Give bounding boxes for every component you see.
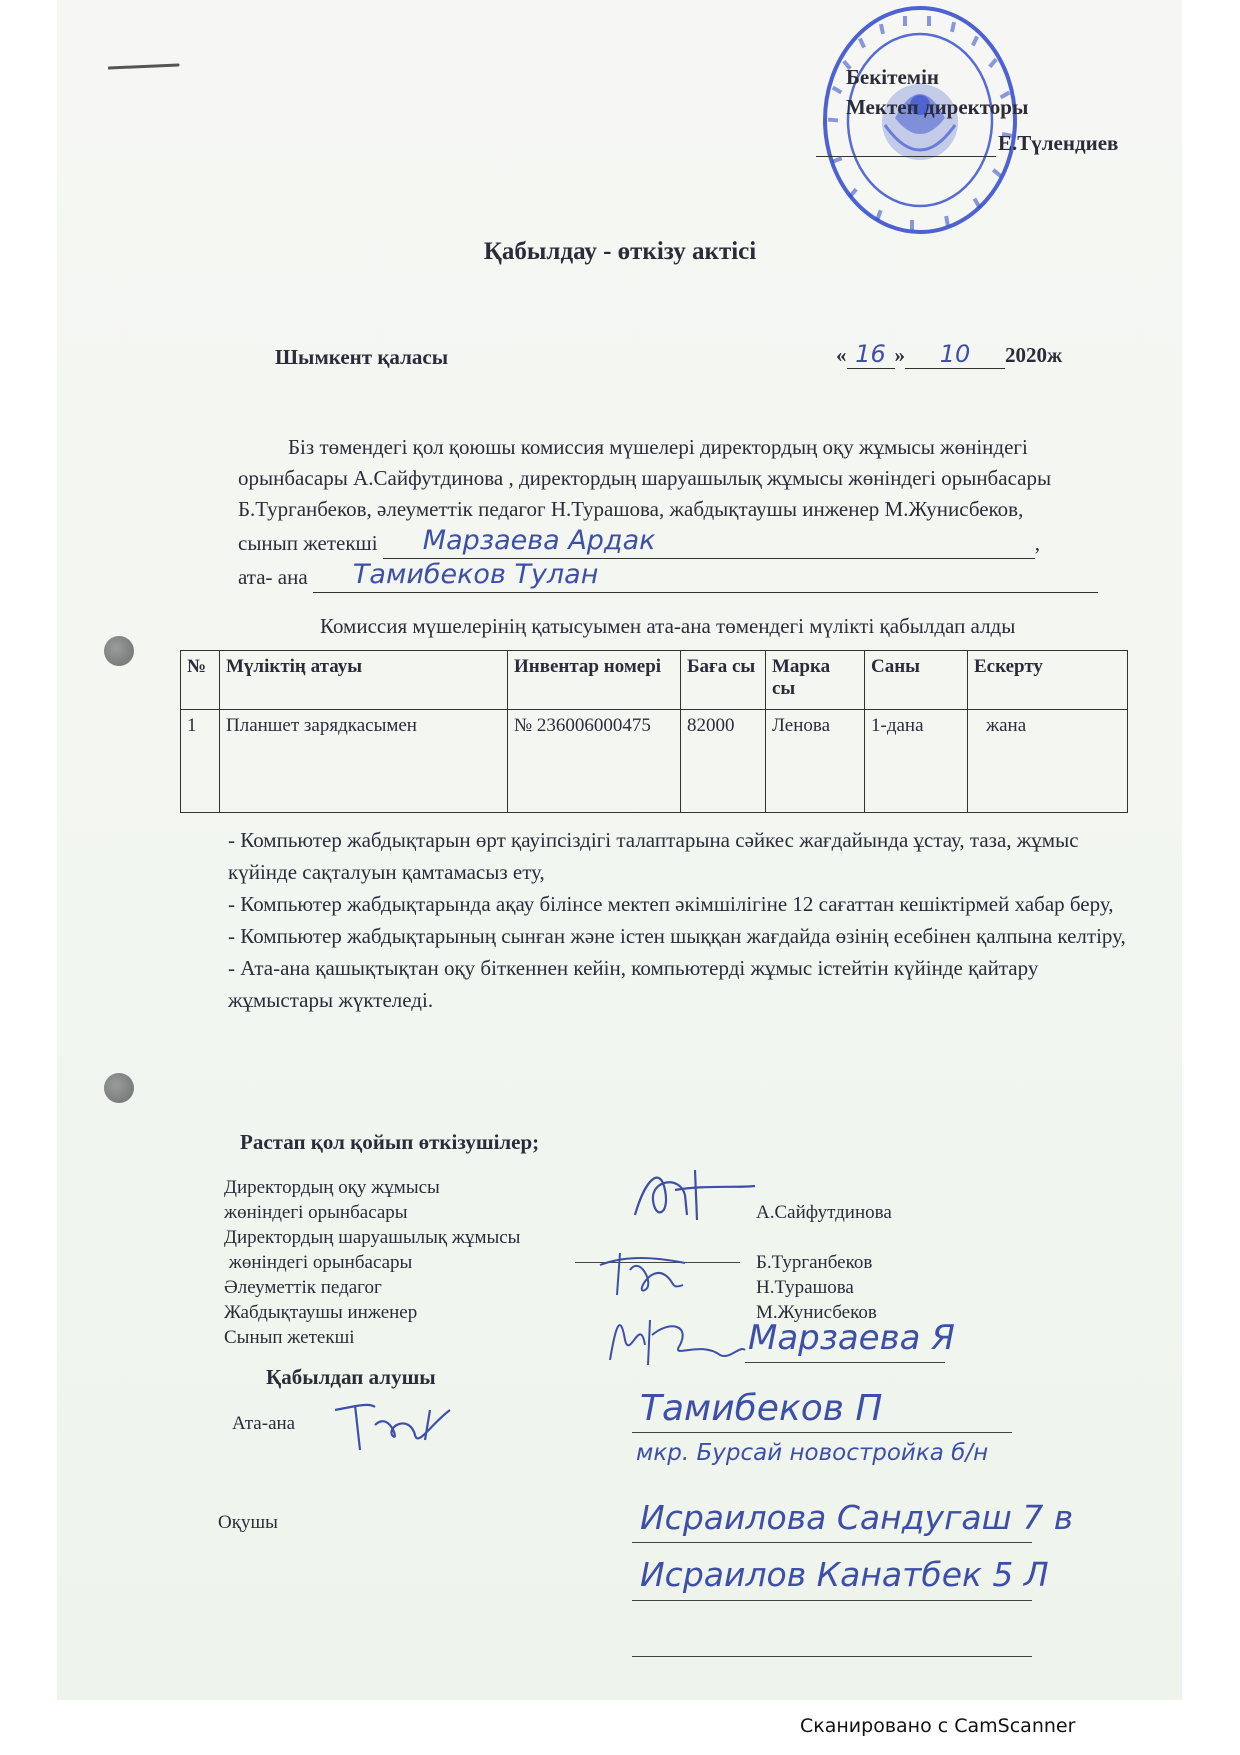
scanner-watermark: Сканировано с CamScanner [800,1715,1076,1737]
date-close-quote: » [894,343,905,367]
role-line: Жабдықтаушы инженер [224,1302,418,1323]
cell-quantity: 1-дана [865,710,968,813]
intro-section [238,432,1128,593]
col-item-name: Мүліктің атауы [220,651,508,710]
signer-name: М.Жунисбеков [756,1302,877,1323]
class-teacher-handwritten: Марзаева Ардак [422,525,656,556]
class-teacher-signature-line [745,1362,945,1363]
parent-name-handwritten: Тамибеков П [640,1388,883,1429]
obligation-item: - Компьютер жабдықтарында ақау білінсе мектеп әкімшілігіне 12 сағаттан кешіктірмей хабар беру, [228,892,1114,916]
approval-line-2: Мектеп директоры [846,95,1029,119]
student-handwritten-1: Исраилова Сандугаш 7 в [640,1498,1074,1537]
signature-turashova-junisbekov [600,1300,750,1370]
date-month: 10 [939,340,971,368]
commission-statement: Комиссия мүшелерінің қатысуымен ата-ана төмендегі мүлікті қабылдап алды [320,614,1016,638]
signer-name-spacer [756,1225,892,1250]
parent-handwritten: Тамибеков Тулан [352,559,599,590]
student-line-1 [632,1542,1032,1543]
date-day: 16 [855,340,886,368]
role-line: Әлеуметтік педагог [224,1277,382,1298]
address-handwritten: мкр. Бурсай новостройка б/н [636,1440,989,1466]
receiver-heading: Қабылдап алушы [266,1365,436,1389]
punch-hole-top [104,636,134,666]
col-inventory-number: Инвентар номері [508,651,681,710]
student-label: Оқушы [218,1512,278,1533]
obligations-list [228,824,1128,1016]
cell-item-name: Планшет зарядкасымен [220,710,508,813]
date-year: 2020ж [1005,343,1063,367]
class-teacher-label: сынып жетекші [238,531,378,555]
class-teacher-fill [383,525,1035,559]
approval-line-1: Бекітемін [846,65,940,89]
staple-mark [108,62,180,70]
cell-price: 82000 [681,710,766,813]
parent-name-line [632,1432,1012,1433]
class-teacher-row [238,525,1128,559]
obligation-item: - Ата-ана қашықтықтан оқу біткеннен кейін, компьютерді жұмыс істейтін күйінде қайтару жұмыстары жүктеледі. [228,956,1039,1012]
date-open-quote: « [836,343,847,367]
approval-signature-line [816,156,996,157]
table-row [181,710,1128,813]
table-header-row [181,651,1128,710]
signature-saifutdinova [625,1160,765,1230]
director-name: Е.Түлендиев [998,131,1119,155]
class-teacher-comma: , [1034,531,1041,555]
col-quantity: Саны [865,651,968,710]
class-teacher-signature: Марзаева Я [748,1318,955,1358]
signer-name: А.Сайфутдинова [756,1202,892,1223]
parent-fill [313,559,1098,593]
parent-label: Ата-ана [232,1413,296,1434]
signer-name: Н.Турашова [756,1277,854,1298]
cell-number: 1 [181,710,220,813]
col-brand: Марка сы [766,651,865,710]
cell-note: жана [968,710,1128,813]
signer-names [756,1200,892,1325]
document-title: Қабылдау - өткізу актісі [483,238,757,265]
col-price: Баға сы [681,651,766,710]
city-label: Шымкент қаласы [275,345,449,369]
role-line: Директордың шаруашылық жұмысы [224,1227,521,1248]
cell-brand: Ленова [766,710,865,813]
signature-turganbekov [595,1245,705,1300]
signer-roles [224,1175,520,1350]
approval-block [846,62,1119,155]
cell-inventory-number: № 236006000475 [508,710,681,813]
role-line: Сынып жетекші [224,1327,355,1348]
signers-heading: Растап қол қойып өткізушілер; [240,1130,540,1154]
assets-table [180,650,1128,813]
intro-text: Біз төмендегі қол қоюшы комиссия мүшелері директордың оқу жұмысы жөніндегі орынбасары А.Сайфутдинова , директордың шаруашылық жұмысы жөніндегі орынбасары Б.Турганбеков, әлеуметтік педагог Н.Турашова, жабдықтаушы инженер М.Жунисбеков, [238,435,1052,521]
signer-name: Б.Турганбеков [756,1252,873,1273]
intro-paragraph [238,432,1128,525]
student-line-2 [632,1600,1032,1601]
col-number: № [181,651,220,710]
role-line: Директордың оқу жұмысы [224,1177,440,1198]
obligation-item: - Компьютер жабдықтарын өрт қауіпсіздігі талаптарына сәйкес жағдайында ұстау, таза, жұмыс күйінде сақталуын қамтамасыз ету, [228,828,1079,884]
official-seal-stamp [815,0,1030,245]
student-handwritten-2: Исраилов Канатбек 5 Л [640,1555,1049,1594]
parent-fill-label: ата- ана [238,565,308,589]
role-line: жөніндегі орынбасары [224,1252,413,1273]
col-note: Ескерту [968,651,1128,710]
student-line-3 [632,1656,1032,1657]
document-date [836,340,1062,369]
obligation-item: - Компьютер жабдықтарының сынған және істен шыққан жағдайда өзінің есебінен қалпына келтіру, [228,924,1126,948]
role-line: жөніндегі орынбасары [224,1202,408,1223]
punch-hole-bottom [104,1073,134,1103]
parent-row [238,559,1128,593]
parent-signature [330,1395,460,1455]
